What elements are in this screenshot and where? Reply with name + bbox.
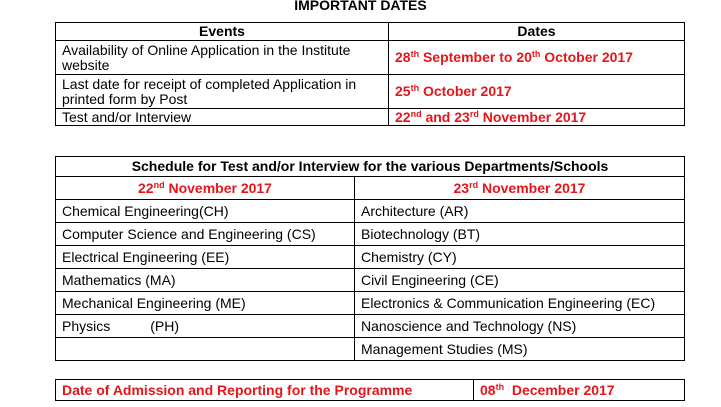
date-suffix: th bbox=[410, 83, 420, 93]
date-cell bbox=[389, 41, 685, 75]
day1-num: 22 bbox=[138, 180, 154, 196]
date-text: October 2017 bbox=[419, 83, 512, 99]
admission-rest: December 2017 bbox=[504, 381, 615, 398]
day2-department: Civil Engineering (CE) bbox=[355, 269, 685, 292]
date-text: September to 20 bbox=[419, 49, 532, 65]
day2-header bbox=[355, 177, 685, 200]
date-suffix: rd bbox=[469, 108, 479, 119]
event-line: printed form by Post bbox=[62, 90, 188, 107]
page-title: IMPORTANT DATES bbox=[294, 0, 427, 13]
day2-department: Architecture (AR) bbox=[355, 200, 685, 223]
day2-department: Nanoscience and Technology (NS) bbox=[355, 315, 685, 338]
day2-department: Management Studies (MS) bbox=[355, 338, 685, 361]
day1-department: Computer Science and Engineering (CS) bbox=[56, 223, 355, 246]
dates-header: Dates bbox=[389, 23, 685, 41]
date-text: November 2017 bbox=[478, 108, 587, 125]
table-row bbox=[56, 269, 685, 292]
day1-department: Mathematics (MA) bbox=[56, 269, 355, 292]
schedule-title: Schedule for Test and/or Interview for the various Departments/Schools bbox=[56, 157, 685, 177]
admission-num: 08 bbox=[480, 381, 496, 398]
date-cell bbox=[389, 109, 685, 126]
admission-date bbox=[474, 380, 685, 401]
day2-num: 23 bbox=[453, 180, 470, 196]
day1-suffix: nd bbox=[153, 180, 165, 190]
date-suffix: th bbox=[531, 49, 541, 59]
date-text: October 2017 bbox=[540, 49, 634, 65]
day2-department: Chemistry (CY) bbox=[355, 246, 685, 269]
physics-code: (PH) bbox=[150, 318, 180, 334]
date-text: and 23 bbox=[421, 108, 470, 125]
day2-department: Biotechnology (BT) bbox=[355, 223, 685, 246]
event-line: website bbox=[62, 56, 110, 73]
event-line: Availability of Online Application in the Institute bbox=[62, 41, 351, 58]
table-row bbox=[56, 246, 685, 269]
day1-department: Electrical Engineering (EE) bbox=[56, 246, 355, 269]
date-text: 22 bbox=[395, 108, 411, 125]
day1-department: Chemical Engineering(CH) bbox=[56, 200, 355, 223]
day2-department: Electronics & Communication Engineering (EC) bbox=[355, 292, 685, 315]
date-cell bbox=[389, 75, 685, 109]
event-cell: Test and/or Interview bbox=[56, 109, 389, 126]
schedule-table bbox=[55, 156, 685, 361]
table-row bbox=[56, 200, 685, 223]
day1-department bbox=[56, 338, 355, 361]
date-text: 28 bbox=[395, 49, 411, 65]
date-text: 25 bbox=[395, 83, 411, 99]
day1-department bbox=[56, 315, 355, 338]
event-cell bbox=[56, 41, 389, 75]
day2-suffix: rd bbox=[469, 180, 479, 190]
table-row bbox=[56, 338, 685, 361]
important-dates-table bbox=[55, 22, 685, 126]
table-row bbox=[56, 292, 685, 315]
table-row bbox=[56, 223, 685, 246]
date-suffix: nd bbox=[410, 108, 422, 119]
table-row bbox=[56, 75, 685, 109]
physics-name: Physics bbox=[62, 318, 111, 334]
day2-rest: November 2017 bbox=[478, 180, 586, 196]
day1-department: Mechanical Engineering (ME) bbox=[56, 292, 355, 315]
table-row bbox=[56, 41, 685, 75]
event-cell bbox=[56, 75, 389, 109]
events-header: Events bbox=[56, 23, 389, 41]
date-suffix: th bbox=[410, 49, 420, 59]
admission-suffix: th bbox=[495, 381, 505, 392]
day1-rest: November 2017 bbox=[164, 180, 272, 196]
event-line: Last date for receipt of completed Application in bbox=[62, 75, 357, 92]
table-row bbox=[56, 315, 685, 338]
day1-header bbox=[56, 177, 355, 200]
admission-table bbox=[55, 379, 685, 401]
admission-label: Date of Admission and Reporting for the Programme bbox=[56, 380, 474, 401]
table-row bbox=[56, 109, 685, 126]
